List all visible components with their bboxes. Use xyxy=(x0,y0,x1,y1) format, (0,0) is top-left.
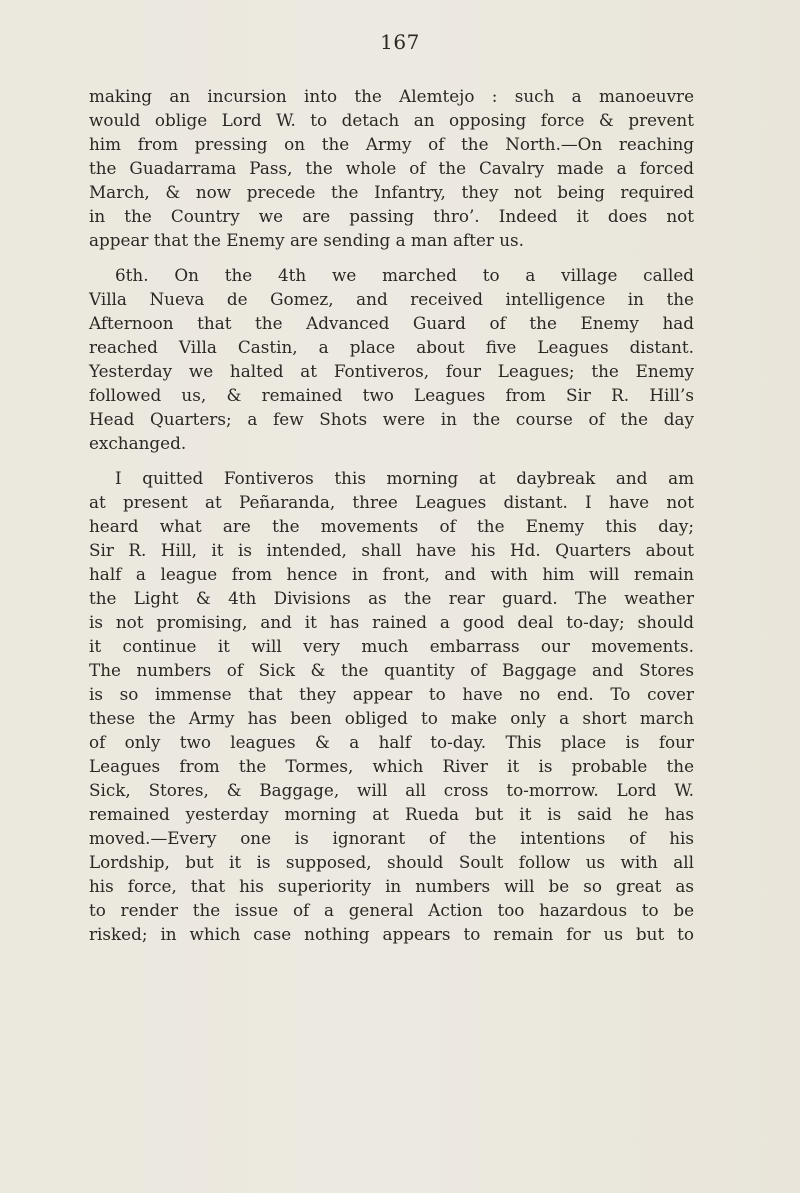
text-line: Leagues from the Tormes, which River it is probable the xyxy=(89,756,694,776)
text-line: Yesterday we halted at Fontiveros, four Leagues; the Enemy xyxy=(89,361,694,381)
text-line: these the Army has been obliged to make only a short march xyxy=(89,708,694,728)
text-line: moved.—Every one is ignorant of the intentions of his xyxy=(89,828,694,848)
text-line: him from pressing on the Army of the North.—On reaching xyxy=(89,134,694,154)
text-line: Afternoon that the Advanced Guard of the Enemy had xyxy=(89,313,694,333)
text-line: reached Villa Castin, a place about five Leagues distant. xyxy=(89,337,694,357)
text-line: Villa Nueva de Gomez, and received intelligence in the xyxy=(89,289,694,309)
text-line: his force, that his superiority in numbers will be so great as xyxy=(89,876,694,896)
text-line: is not promising, and it has rained a good deal to-day; should xyxy=(89,612,694,632)
text-line: exchanged. xyxy=(89,433,187,453)
text-line: remained yesterday morning at Rueda but it is said he has xyxy=(89,804,694,824)
text-line: making an incursion into the Alemtejo : such a manoeuvre xyxy=(89,86,694,106)
paragraph-2 xyxy=(89,263,694,455)
text-line: heard what are the movements of the Enemy this day; xyxy=(89,516,694,536)
text-line: appear that the Enemy are sending a man after us. xyxy=(89,230,524,250)
text-line: March, & now precede the Infantry, they not being required xyxy=(89,182,694,202)
text-line: in the Country we are passing thro’. Indeed it does not xyxy=(89,206,694,226)
text-line: would oblige Lord W. to detach an opposing force & prevent xyxy=(89,110,694,130)
paragraph-3 xyxy=(89,466,694,946)
text-line: Sir R. Hill, it is intended, shall have his Hd. Quarters about xyxy=(89,540,694,560)
text-line: Sick, Stores, & Baggage, will all cross to-morrow. Lord W. xyxy=(89,780,694,800)
text-line: it continue it will very much embarrass our movements. xyxy=(89,636,694,656)
text-line: The numbers of Sick & the quantity of Baggage and Stores xyxy=(89,660,694,680)
text-line: I quitted Fontiveros this morning at daybreak and am xyxy=(115,468,694,488)
text-line: followed us, & remained two Leagues from Sir R. Hill’s xyxy=(89,385,694,405)
paragraph-gap xyxy=(89,252,694,263)
text-line: at present at Peñaranda, three Leagues distant. I have not xyxy=(89,492,694,512)
text-line: the Light & 4th Divisions as the rear guard. The weather xyxy=(89,588,694,608)
text-line: is so immense that they appear to have no end. To cover xyxy=(89,684,694,704)
text-line: risked; in which case nothing appears to remain for us but to xyxy=(89,924,694,944)
text-line: of only two leagues & a half to-day. This place is four xyxy=(89,732,694,752)
text-line: the Guadarrama Pass, the whole of the Cavalry made a forced xyxy=(89,158,694,178)
paragraph-gap xyxy=(89,455,694,466)
text-line: Lordship, but it is supposed, should Soult follow us with all xyxy=(89,852,694,872)
text-line: to render the issue of a general Action too hazardous to be xyxy=(89,900,694,920)
text-line: half a league from hence in front, and with him will remain xyxy=(89,564,694,584)
page-number: 167 xyxy=(380,30,420,54)
body-text xyxy=(89,84,694,946)
paragraph-1 xyxy=(89,84,694,252)
text-line: 6th. On the 4th we marched to a village called xyxy=(115,265,694,285)
text-line: Head Quarters; a few Shots were in the course of the day xyxy=(89,409,694,429)
